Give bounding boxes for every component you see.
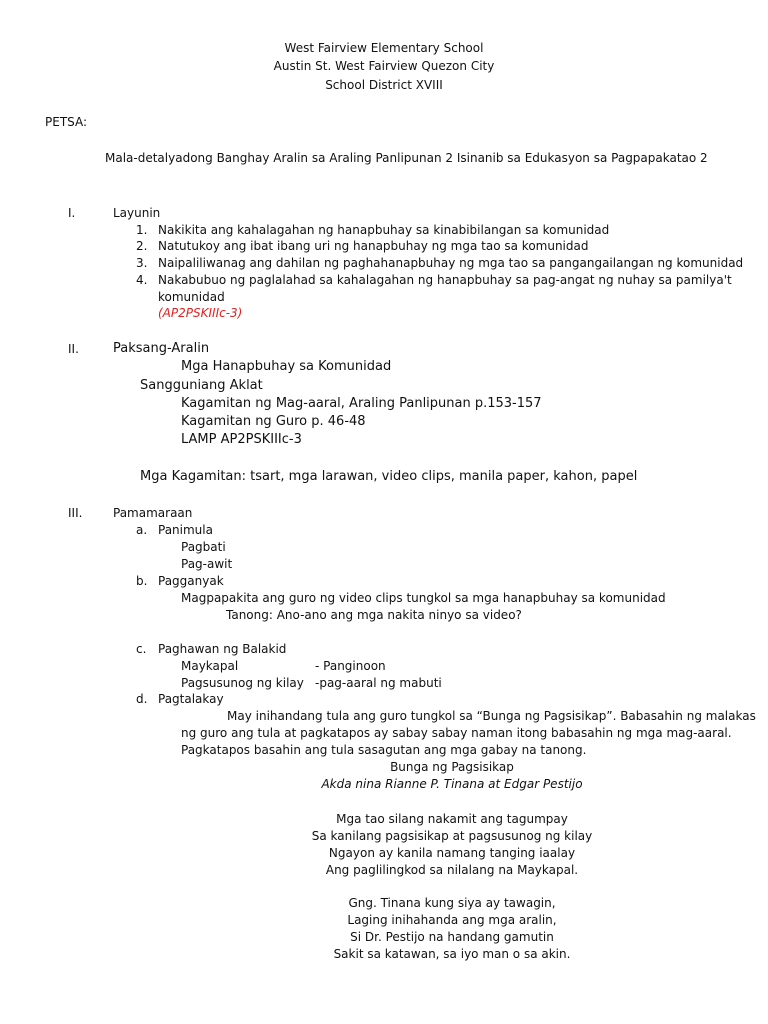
reference-1: Kagamitan ng Mag-aaral, Araling Panlipunan p.153-157: [181, 396, 542, 411]
section2-numeral: II.: [68, 342, 79, 356]
poem-stanza1-line-2: Sa kanilang pagsisikap at pagsusunog ng kilay: [311, 829, 593, 843]
school-name: West Fairview Elementary School: [284, 41, 484, 55]
objective-4-text: Nakabubuo ng paglalahad sa kahalagahan ng hanapbuhay sa pag-angat ng nuhay sa pamilya't: [158, 273, 732, 287]
section1-heading: Layunin: [113, 206, 161, 220]
reference-2: Kagamitan ng Guro p. 46-48: [181, 414, 366, 429]
vocab-term-1: Maykapal: [181, 659, 239, 673]
objective-2-number: 2.: [136, 239, 148, 253]
section3-heading: Pamamaraan: [113, 506, 193, 520]
poem-stanza2-line-2: Laging inihahanda ang mga aralin,: [347, 913, 557, 927]
discussion-line-3: Pagkatapos basahin ang tula sasagutan ang mga gabay na tanong.: [181, 743, 587, 757]
lesson-title: Mala-detalyadong Banghay Aralin sa Araling Panlipunan 2 Isinanib sa Edukasyon sa Pagpapakatao 2: [105, 151, 708, 165]
step-b-letter: b.: [136, 574, 148, 588]
step-a-letter: a.: [136, 523, 148, 537]
step-a-sub-2: Pag-awit: [181, 557, 233, 571]
poem-author: Akda nina Rianne P. Tinana at Edgar Pestijo: [321, 777, 583, 791]
objective-1-text: Nakikita ang kahalagahan ng hanapbuhay sa kinabibilangan sa komunidad: [158, 223, 610, 237]
step-d-letter: d.: [136, 692, 148, 706]
objective-3-number: 3.: [136, 256, 148, 270]
lesson-topic: Mga Hanapbuhay sa Komunidad: [181, 359, 392, 374]
vocab-meaning-2: -pag-aaral ng mabuti: [315, 676, 442, 690]
poem-title: Bunga ng Pagsisikap: [390, 760, 514, 774]
step-b-label: Pagganyak: [158, 574, 224, 588]
step-d-label: Pagtalakay: [158, 692, 224, 706]
poem-stanza1-line-1: Mga tao silang nakamit ang tagumpay: [336, 812, 568, 826]
section1-numeral: I.: [68, 206, 76, 220]
objective-4-number: 4.: [136, 273, 148, 287]
section2-heading: Paksang-Aralin: [113, 341, 210, 356]
school-district: School District XVIII: [325, 78, 443, 92]
poem-stanza1-line-4: Ang paglilingkod sa nilalang na Maykapal.: [325, 863, 579, 877]
competency-code: (AP2PSKIIIc-3): [158, 306, 243, 320]
section3-numeral: III.: [68, 506, 83, 520]
objective-1-number: 1.: [136, 223, 148, 237]
discussion-line-1: May inihandang tula ang guro tungkol sa “Bunga ng Pagsisikap”. Babasahin ng malakas: [227, 709, 756, 723]
petsa-label: PETSA:: [45, 115, 88, 129]
school-address: Austin St. West Fairview Quezon City: [273, 59, 495, 73]
objective-2-text: Natutukoy ang ibat ibang uri ng hanapbuhay ng mga tao sa komunidad: [158, 239, 589, 253]
step-c-letter: c.: [136, 642, 147, 656]
step-b-line-1: Magpapakita ang guro ng video clips tungkol sa mga hanapbuhay sa komunidad: [181, 591, 666, 605]
poem-stanza2-line-4: Sakit sa katawan, sa iyo man o sa akin.: [333, 947, 571, 961]
materials-line: Mga Kagamitan: tsart, mga larawan, video clips, manila paper, kahon, papel: [140, 469, 638, 484]
vocab-meaning-1: - Panginoon: [315, 659, 386, 673]
step-c-label: Paghawan ng Balakid: [158, 642, 287, 656]
step-b-line-2: Tanong: Ano-ano ang mga nakita ninyo sa video?: [226, 608, 522, 622]
step-a-label: Panimula: [158, 523, 213, 537]
vocab-term-2: Pagsusunog ng kilay: [181, 676, 304, 690]
objective-4-text-cont: komunidad: [158, 290, 225, 304]
poem-stanza2-line-1: Gng. Tinana kung siya ay tawagin,: [348, 896, 556, 910]
references-heading: Sangguniang Aklat: [140, 378, 263, 393]
discussion-line-2: ng guro ang tula at pagkatapos ay sabay sabay naman itong babasahin ng mga mag-aaral.: [181, 726, 732, 740]
objective-3-text: Naipaliliwanag ang dahilan ng paghahanapbuhay ng mga tao sa pangangailangan ng komunidad: [158, 256, 744, 270]
poem-stanza2-line-3: Si Dr. Pestijo na handang gamutin: [350, 930, 554, 944]
reference-3: LAMP AP2PSKIIIc-3: [181, 432, 302, 447]
poem-stanza1-line-3: Ngayon ay kanila namang tanging iaalay: [328, 846, 576, 860]
step-a-sub-1: Pagbati: [181, 540, 226, 554]
